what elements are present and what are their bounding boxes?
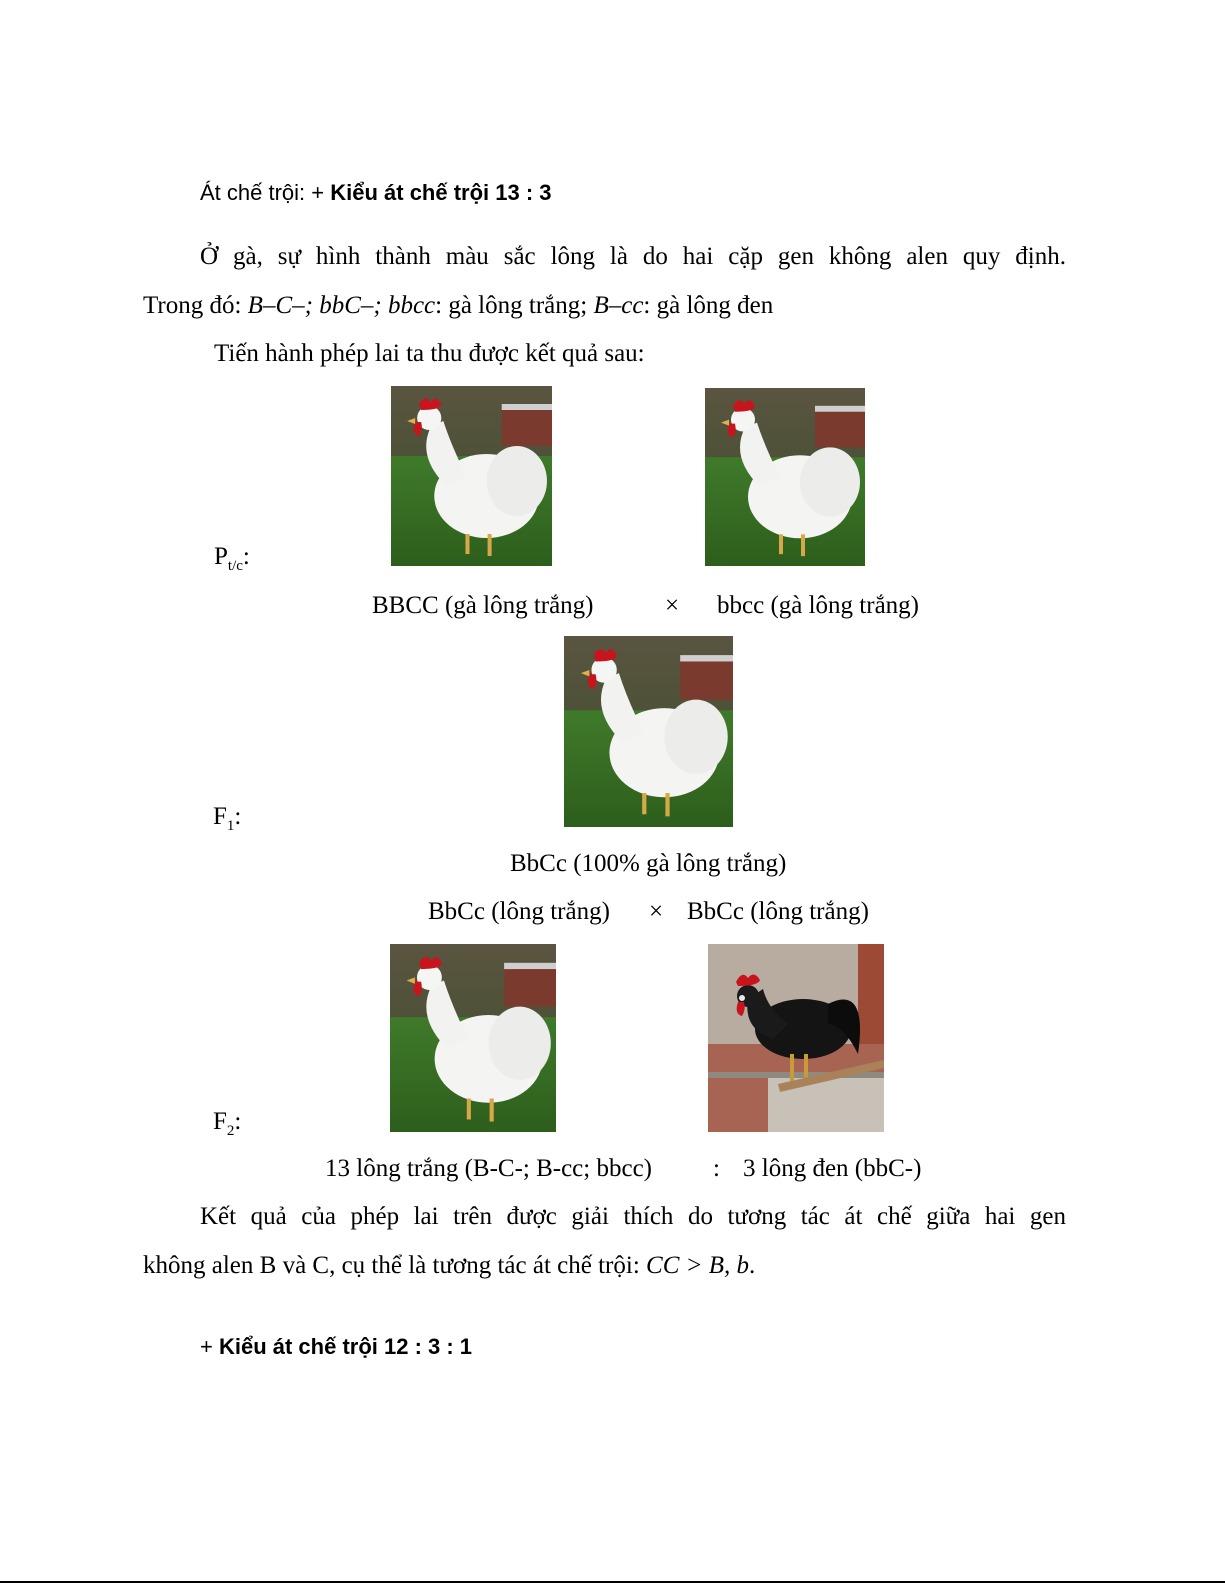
gen-colon: : [242,543,250,570]
gen-subscript: 1 [226,818,235,834]
genotype-black: B–cc [593,292,644,319]
p-right-caption: bbcc (gà lông trắng) [717,592,920,619]
cross-symbol: × [649,898,664,925]
white-rooster-photo-f2 [390,944,556,1132]
gen-colon: : [234,803,242,830]
white-rooster-photo-f1 [564,636,733,827]
p-generation-label [214,543,250,574]
gen-letter: P [214,543,228,570]
black-rooster-photo-f2 [708,944,884,1132]
lead-sentence: Tiến hành phép lai ta thu được kết quả sau: [214,340,645,367]
ratio-separator: : [713,1155,720,1182]
f1-cross-right: BbCc (lông trắng) [687,898,869,925]
genotype-white: B–C–; bbC–; bbcc [247,292,436,319]
f1-caption: BbCc (100% gà lông trắng) [510,850,787,877]
f2-generation-label [213,1108,242,1139]
intro-line-1: Ở gà, sự hình thành màu sắc lông là do hai cặp gen không alen quy định. [200,243,1066,270]
intro-line-2 [143,292,773,320]
section-heading-13-3 [200,180,552,206]
intro-text: : gà lông đen [643,292,774,319]
white-rooster-photo-p-right [705,388,865,566]
conclusion-line-2 [143,1252,755,1280]
gen-letter: F [213,1108,227,1135]
conclusion-period: . [749,1252,756,1279]
f2-right-caption: 3 lông đen (bbC-) [743,1155,922,1182]
heading-bold-title: Kiểu át chế trội 12 : 3 : 1 [218,1334,473,1359]
intro-text: : gà lông trắng; [435,292,594,319]
section-heading-12-3-1 [200,1334,472,1360]
conclusion-line-1: Kết quả của phép lai trên được giải thích do tương tác át chế giữa hai gen [200,1203,1066,1230]
f2-left-caption: 13 lông trắng (B-C-; B-cc; bbcc) [325,1155,652,1182]
conclusion-text: không alen B và C, cụ thể là tương tác át chế trội: [143,1252,647,1279]
intro-text: Trong đó: [143,292,248,319]
gen-subscript: 2 [226,1123,235,1139]
f1-cross-left: BbCc (lông trắng) [428,898,610,925]
f1-generation-label [213,803,242,834]
gen-colon: : [234,1108,242,1135]
gen-subscript: t/c [227,558,243,574]
epistasis-formula: CC > B, b [646,1252,750,1279]
heading-prefix: Át chế trội: + [200,180,331,205]
white-rooster-photo-p-left [391,386,552,566]
page-bottom-border [0,1581,1225,1583]
p-left-caption: BBCC (gà lông trắng) [372,592,594,619]
heading-prefix: + [200,1334,219,1359]
gen-letter: F [213,803,227,830]
heading-bold-title: Kiểu át chế trội 13 : 3 [330,180,552,205]
cross-symbol: × [665,592,680,619]
